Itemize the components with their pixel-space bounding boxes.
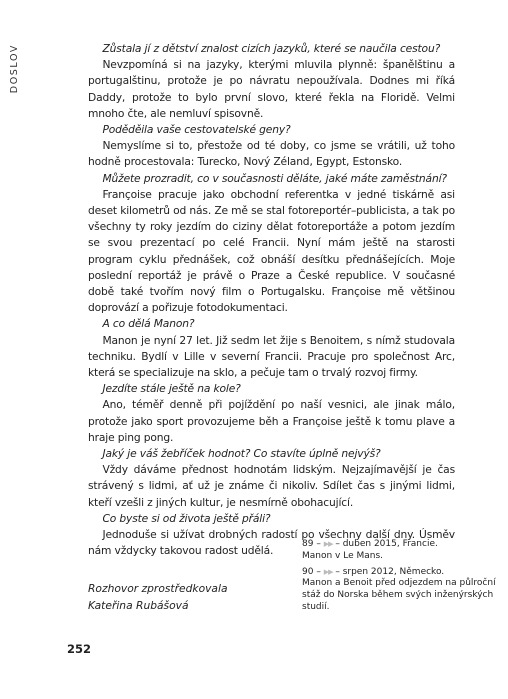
caption-text: Manon v Le Mans. xyxy=(302,550,384,561)
photo-captions xyxy=(302,539,502,618)
caption-number: 89 – xyxy=(302,539,321,549)
caption-date: – duben 2015, Francie. xyxy=(332,539,438,549)
credit-author: Kateřina Rubášová xyxy=(88,599,189,612)
question: Zůstala jí z dětství znalost cizích jazyků, které se naučila cestou? xyxy=(102,42,441,55)
answer: Françoise pracuje jako obchodní referentka v jedné tiskárně asi deset kilometrů od nás. Ze mě se stal fotoreportér–publicista, a tak po všechny ty roky jezdím do ciziny dělat fotoreportáže a potom jezdím se svou prezentací po celé Francii. Nyní mám ještě na starosti program cyklu přednášek, což obnáší desítku přednášejících. Moje poslední reportáž je právě o Praze a České republice. V současné době také tvořím nový film o Portugalsku. Françoise mě většinou doprovází a pořizuje fotodokumentaci. xyxy=(88,187,455,315)
section-label: DOSLOV xyxy=(9,44,20,94)
interview-credit xyxy=(88,580,228,614)
caption-89 xyxy=(302,539,502,563)
arrow-icon: ▶▶ xyxy=(323,540,333,548)
question: Jezdíte stále ještě na kole? xyxy=(102,382,241,396)
question: Co byste si od života ještě přáli? xyxy=(102,511,271,525)
answer: Manon je nyní 27 let. Již sedm let žije s Benoitem, s nímž studovala techniku. Bydlí v Lille v severní Francii. Pracuje pro společnost Arc, která se specializuje na sklo, a pečuje tam o trvalý rozvoj firmy. xyxy=(88,333,455,380)
answer: Ano, téměř denně při pojíždění po naší vesnici, ale jinak málo, protože jako sport provozujeme běh a Françoise ještě k tomu plave a hraje ping pong. xyxy=(88,398,455,444)
answer: Jednoduše si užívat drobných radostí po všechny další dny. Úsměv nám vždycky takovou radost udělá. xyxy=(88,528,455,558)
question: A co dělá Manon? xyxy=(102,317,195,331)
answer: Vždy dáváme přednost hodnotám lidským. Nejzajímavější je čas strávený s lidmi, ať už je známe či nikoliv. Sdílet čas s jinými lidmi, kteří vzešli z jiných kultur, je nesmírně obohacující. xyxy=(88,463,455,509)
question: Můžete prozradit, co v současnosti děláte, jaké máte zaměstnání? xyxy=(102,171,447,185)
answer: Nevzpomíná si na jazyky, kterými mluvila plynně: španělštinu a portugalštinu, protože je po návratu nepoužívala. Dodnes mi říká Daddy, protože to bylo první slovo, které řekla na Floridě. Velmi mnoho čte, ale nemluví spisovně. xyxy=(88,58,455,120)
interview-text xyxy=(88,41,455,560)
arrow-icon: ▶▶ xyxy=(323,567,333,576)
caption-number: 90 – xyxy=(302,566,321,577)
caption-90 xyxy=(302,567,502,614)
page-number: 252 xyxy=(67,642,92,656)
answer: Nemyslíme si to, přestože od té doby, co jsme se vrátili, už toho hodně procestovala: Turecko, Nový Zéland, Egypt, Estonsko. xyxy=(88,139,455,169)
credit-line: Rozhovor zprostředkovala xyxy=(88,582,228,595)
caption-date: – srpen 2012, Německo. xyxy=(332,566,445,577)
question: Jaký je váš žebříček hodnot? Co stavíte úplně nejvýš? xyxy=(102,447,381,461)
caption-text: Manon a Benoit před odjezdem na půlroční stáž do Norska během svých inženýrských studií. xyxy=(302,578,496,612)
question: Poděděila vaše cestovatelské geny? xyxy=(102,123,291,137)
